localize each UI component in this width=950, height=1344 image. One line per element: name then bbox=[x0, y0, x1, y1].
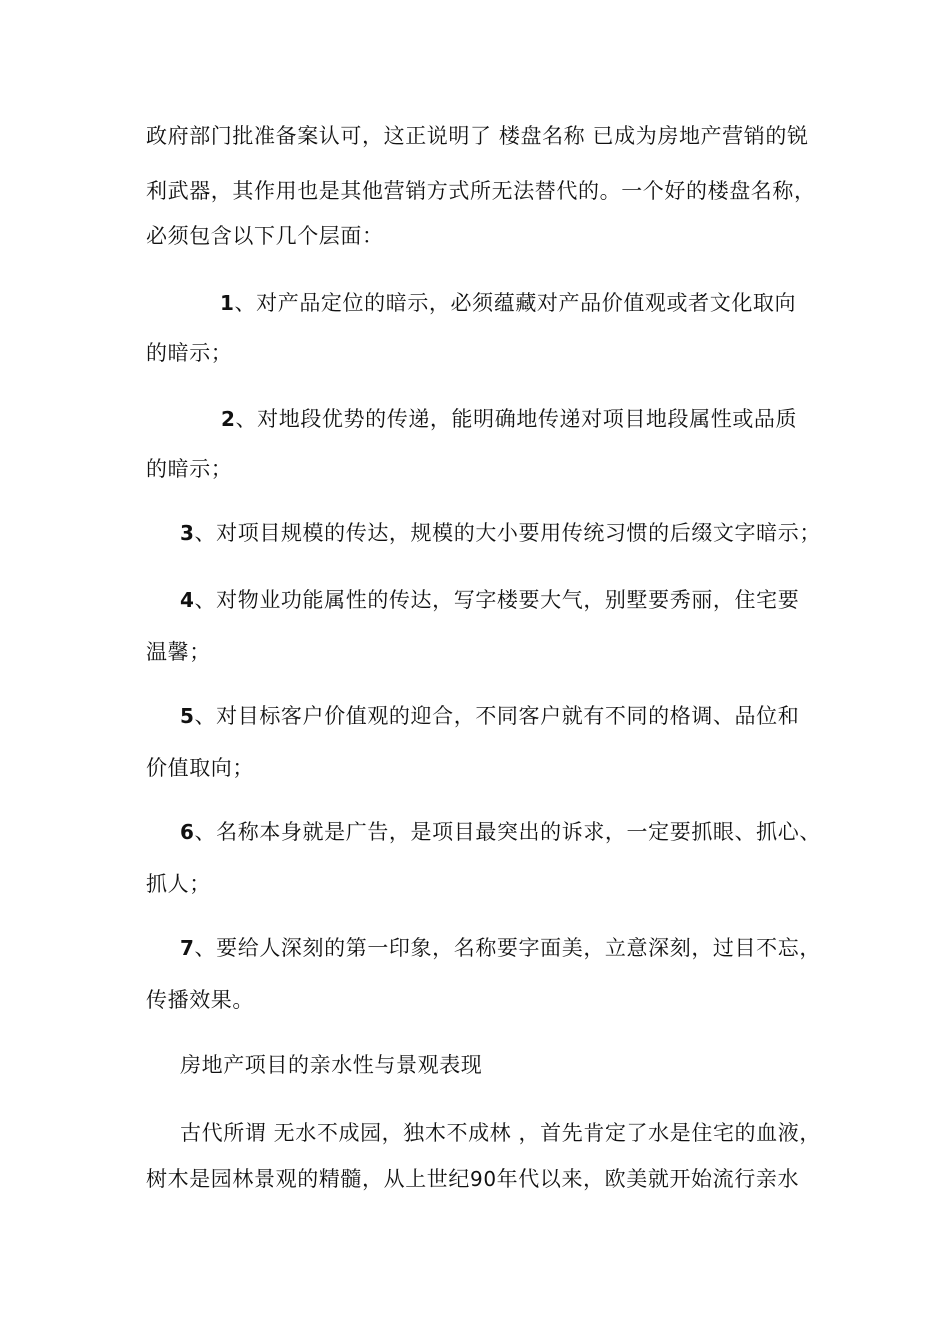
list-item-7 bbox=[180, 933, 821, 963]
list-item-number: 6 bbox=[180, 820, 195, 844]
list-item-number: 5 bbox=[180, 704, 195, 728]
list-item-6 bbox=[180, 817, 821, 847]
list-item-2 bbox=[221, 404, 797, 434]
list-item-number: 4 bbox=[180, 588, 195, 612]
decade-number: 90 bbox=[470, 1167, 497, 1191]
list-item-number: 7 bbox=[180, 936, 195, 960]
intro-line-3: 必须包含以下几个层面： bbox=[146, 224, 384, 248]
list-item-number: 2 bbox=[221, 407, 236, 431]
list-item-6-continuation: 抓人； bbox=[146, 872, 211, 896]
body-line-1: 古代所谓 无水不成园，独木不成林 ，首先肯定了水是住宅的血液， bbox=[180, 1121, 821, 1145]
body-text: 年代以来，欧美就开始流行亲水 bbox=[496, 1167, 800, 1191]
intro-line-2: 利武器，其作用也是其他营销方式所无法替代的。一个好的楼盘名称， bbox=[146, 179, 816, 203]
list-item-number: 1 bbox=[220, 291, 235, 315]
list-item-number: 3 bbox=[180, 521, 195, 545]
list-item-7-continuation: 传播效果。 bbox=[146, 988, 254, 1012]
list-item-text: 、要给人深刻的第一印象，名称要字面美，立意深刻，过目不忘， bbox=[194, 936, 821, 960]
list-item-2-continuation: 的暗示； bbox=[146, 457, 233, 481]
body-line-2 bbox=[146, 1164, 799, 1194]
list-item-4-continuation: 温馨； bbox=[146, 640, 211, 664]
list-item-3 bbox=[180, 518, 821, 548]
list-item-text: 、对产品定位的暗示，必须蕴藏对产品价值观或者文化取向 bbox=[234, 291, 797, 315]
list-item-5-continuation: 价值取向； bbox=[146, 756, 254, 780]
body-text: 树木是园林景观的精髓，从上世纪 bbox=[146, 1167, 470, 1191]
list-item-text: 、对目标客户价值观的迎合，不同客户就有不同的格调、品位和 bbox=[194, 704, 800, 728]
list-item-text: 、对物业功能属性的传达，写字楼要大气，别墅要秀丽，住宅要 bbox=[194, 588, 800, 612]
list-item-text: 、对项目规模的传达，规模的大小要用传统习惯的后缀文字暗示； bbox=[194, 521, 821, 545]
section-title: 房地产项目的亲水性与景观表现 bbox=[180, 1053, 483, 1077]
list-item-text: 、对地段优势的传递，能明确地传递对项目地段属性或品质 bbox=[235, 407, 798, 431]
list-item-4 bbox=[180, 585, 799, 615]
list-item-5 bbox=[180, 701, 799, 731]
intro-line-1: 政府部门批准备案认可，这正说明了 楼盘名称 已成为房地产营销的锐 bbox=[146, 124, 809, 148]
list-item-1 bbox=[220, 288, 796, 318]
list-item-1-continuation: 的暗示； bbox=[146, 341, 233, 365]
list-item-text: 、名称本身就是广告，是项目最突出的诉求，一定要抓眼、抓心、 bbox=[194, 820, 821, 844]
